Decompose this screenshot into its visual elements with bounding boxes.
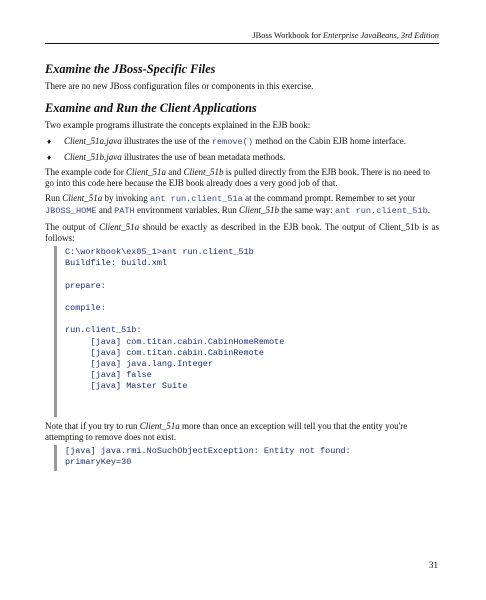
paragraph-example-code: The example code for Client_51a and Client_51b is pulled directly from the EJB book. There is no need to go into this code here because the EJB book already does a very good job of that. [45,166,431,189]
code-line [65,314,439,325]
client-file-name: Client_51b.java [64,151,122,162]
diamond-bullet-icon: ♦ [47,137,52,147]
client-file-name: Client_51a.java [64,136,122,147]
code-line: [java] Master Suite [65,381,188,392]
code-line: [java] java.rmi.NoSuchObjectException: Entity not found: [65,446,351,457]
list-item [45,152,439,163]
code-line: run.client_51b: [65,325,142,336]
code-line [65,392,439,403]
list-item [45,136,439,148]
class-name: Client_51b [183,166,224,177]
list-item-text: illustrates the use of the [121,136,212,147]
header-book-title: Enterprise JavaBeans, 3rd Edition [323,31,439,40]
code-line [65,269,439,280]
code-line: prepare: [65,280,106,291]
paragraph-no-new-files: There are no new JBoss configuration files or components in this exercise. [45,81,314,91]
code-line: [java] java.lang.Integer [65,358,213,369]
paragraph-intro: Two example programs illustrate the concepts explained in the EJB book: [45,120,311,131]
class-name: Client_51a [125,166,166,177]
code-line: [java] false [65,370,152,381]
paragraph-note: Note that if you try to run Client_51a more than once an exception will tell you that the entity you're attempting to remove does not exist. [45,420,408,443]
code-line [65,404,439,415]
running-header [45,31,439,44]
section-heading-jboss-files: Examine the JBoss-Specific Files [45,62,216,76]
page-number: 31 [429,560,438,570]
code-block-exception [54,445,439,470]
class-name: Client_51b [238,205,279,216]
header-prefix: JBoss Workbook for [252,31,323,40]
code-line: compile: [65,302,106,313]
paragraph-run-instructions: Run Client_51a by invoking ant run.client_51a at the command prompt. Remember to set your JBOSS_HOME and PATH environment variables. Run Client_51b the same way: ant run.client_51b. [45,193,431,217]
code-line: primaryKey=30 [65,457,132,468]
diamond-bullet-icon: ♦ [47,152,52,162]
paragraph-output-intro: The output of Client_51a should be exactly as described in the EJB book. The output of Client_51b is as follows: [45,221,439,243]
class-name: Client_51a [99,221,140,232]
inline-code: JBOSS_HOME [45,206,97,217]
code-line: [java] com.titan.cabin.CabinHomeRemote [65,336,285,347]
code-line: [java] com.titan.cabin.CabinRemote [65,347,264,358]
example-programs-list [45,136,439,162]
inline-code: ant run.client_51b [334,206,428,217]
page-content [45,62,439,475]
list-item-text: illustrates the use of bean metadata methods. [121,151,286,162]
inline-code: ant run.client_51a [150,194,243,205]
inline-code: PATH [114,206,135,217]
code-block-output [54,246,439,417]
code-line: Buildfile: build.xml [65,258,168,269]
code-line [65,292,439,303]
code-line: C:\workbook\ex05_1>ant run.client_51b [65,247,254,258]
section-heading-client-apps: Examine and Run the Client Applications [45,101,257,116]
inline-code: remove() [211,137,253,148]
list-item-text: method on the Cabin EJB home interface. [253,136,406,147]
class-name: Client_51a [62,193,103,204]
class-name: Client_51a [139,420,180,431]
